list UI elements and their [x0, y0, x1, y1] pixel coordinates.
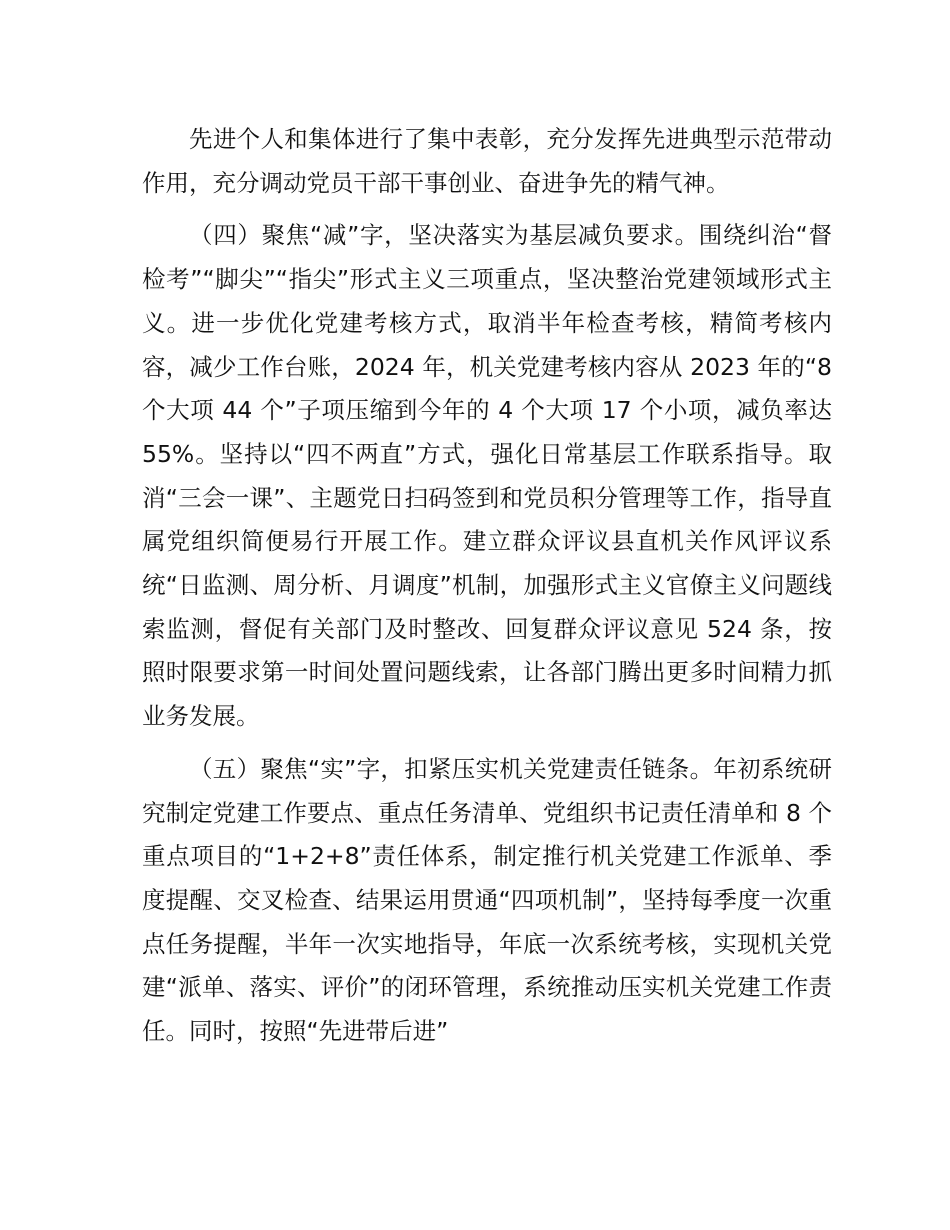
paragraph-commendation: 先进个人和集体进行了集中表彰，充分发挥先进典型示范带动作用，充分调动党员干部干事创业、奋进争先的精气神。 — [142, 125, 832, 197]
paragraph-section-five: （五）聚焦“实”字，扣紧压实机关党建责任链条。年初系统研究制定党建工作要点、重点任务清单、党组织书记责任清单和 8 个重点项目的“1+2+8”责任体系，制定推行机关党建工作派单、季度提醒、交叉检查、结果运用贯通“四项机制”，坚持每季度一次重点任务提醒，半年一次实地指导，年底一次系统考核，实现机关党建“派单、落实、评价”的闭环管理，系统推动压实机关党建工作责任。同时，按照“先进带后进” — [142, 754, 832, 1046]
paragraph-section-four: （四）聚焦“减”字，坚决落实为基层减负要求。围绕纠治“督检考”“脚尖”“指尖”形式主义三项重点，坚决整治党建领域形式主义。进一步优化党建考核方式，取消半年检查考核，精简考核内容，减少工作台账，2024 年，机关党建考核内容从 2023 年的“8 个大项 44 个”子项压缩到今年的 4 个大项 17 个小项，减负率达 55%。坚持以“四不两直”方式，强化日常基层工作联系指导。取消“三会一课”、主题党日扫码签到和党员积分管理等工作，指导直属党组织简便易行开展工作。建立群众评议县直机关作风评议系统“日监测、周分析、月调度”机制，加强形式主义官僚主义问题线索监测，督促有关部门及时整改、回复群众评议意见 524 条，按照时限要求第一时间处置问题线索，让各部门腾出更多时间精力抓业务发展。 — [142, 221, 832, 731]
document-page — [142, 118, 832, 1063]
